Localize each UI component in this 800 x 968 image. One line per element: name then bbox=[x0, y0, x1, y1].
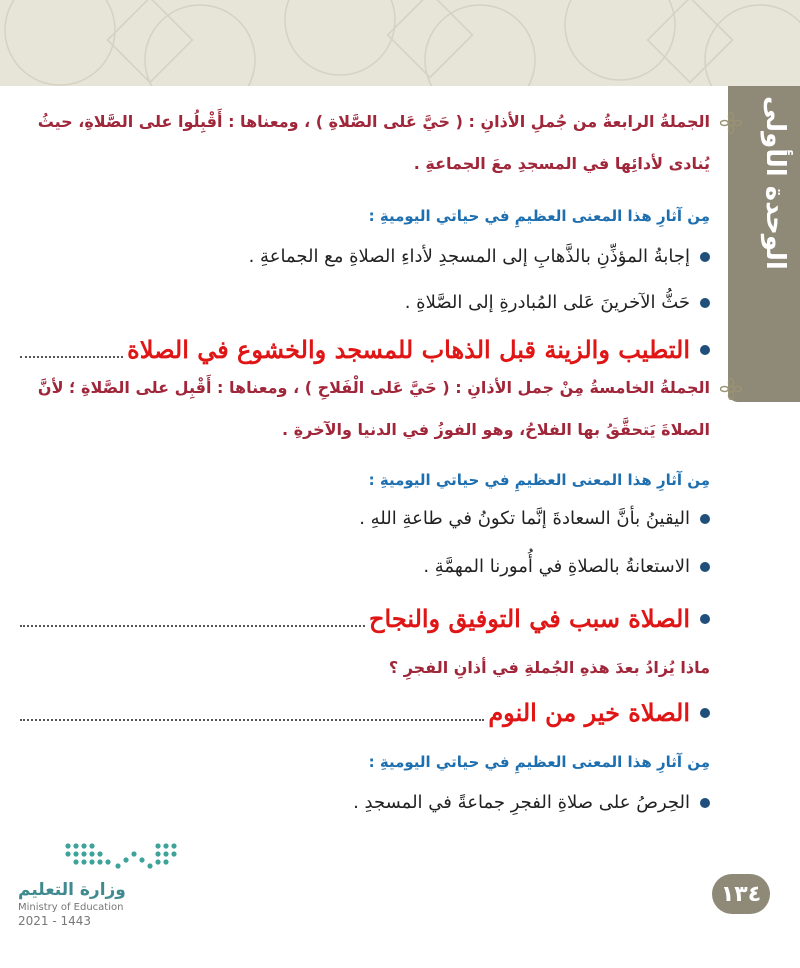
list-item bbox=[20, 552, 710, 582]
ministry-name-english: Ministry of Education bbox=[18, 902, 124, 913]
bullet-text: حَثُّ الآخرينَ عَلى المُبادرةِ إلى الصَّلاةِ . bbox=[404, 292, 690, 313]
dots-logo-icon bbox=[58, 838, 198, 874]
bullet-dot bbox=[700, 708, 710, 718]
page-number: ١٣٤ bbox=[712, 874, 770, 914]
handwritten-answer[interactable]: التطيب والزينة قبل الذهاب للمسجد والخشوع في الصلاة bbox=[127, 335, 690, 364]
bullet-dot bbox=[700, 514, 710, 524]
intro-line-2: يُنادى لأدائِها في المسجدِ معَ الجماعةِ . bbox=[413, 154, 710, 173]
effects-heading-styled: مِن آثارِ هذا المعنى العظيمِ في حياتي اليوميةِ : bbox=[368, 207, 710, 225]
bullet-dot bbox=[700, 345, 710, 355]
bullet-dot bbox=[700, 252, 710, 262]
flower-ornament-icon bbox=[720, 112, 742, 134]
answer-item bbox=[20, 698, 710, 728]
ministry-name-arabic: وزارة التعليم bbox=[18, 880, 126, 900]
flower-ornament-icon bbox=[720, 378, 742, 400]
dotted-answer-line bbox=[20, 719, 484, 721]
intro-line-1: الجملةُ الخامسةُ مِنْ جمل الأذانِ : ( حَيَّ عَلى الْفَلاحِ ) ، ومعناها : أَقْبِل على الصَّلاةِ ؛ لأنَّ bbox=[37, 378, 710, 397]
bullet-text: الاستعانةُ بالصلاةِ في أُمورنا المهمَّةِ . bbox=[423, 556, 690, 577]
list-item bbox=[20, 788, 710, 818]
geometric-pattern bbox=[0, 0, 800, 86]
effects-heading: مِن آثارِ هذا المعنى العظيمِ في حياتي اليوميةِ : bbox=[368, 471, 710, 489]
bullet-text: اليقينُ بأنَّ السعادةَ إنَّما تكونُ في طاعةِ اللهِ . bbox=[359, 508, 690, 529]
unit-tab-label: الوحدة الأولى bbox=[760, 96, 790, 270]
intro-line-1: الجملةُ الرابعةُ من جُملِ الأذانِ : ( حَيَّ عَلى الصَّلاةِ ) ، ومعناها : أَقْبِلُوا على الصَّلاةِ، حيثُ bbox=[37, 112, 710, 131]
intro-line-2: الصلاةَ يَتحقَّقُ بها الفلاحُ، وهو الفوزُ في الدنيا والآخرةِ . bbox=[282, 420, 710, 439]
section-fourth-phrase bbox=[20, 104, 710, 182]
fajr-question: ماذا يُزادُ بعدَ هذهِ الجُملةِ في أذانِ الفجرِ ؟ bbox=[388, 658, 710, 677]
handwritten-answer[interactable]: الصلاة خير من النوم bbox=[488, 698, 690, 727]
bullet-text: إجابةُ المؤذِّنِ بالذَّهابِ إلى المسجدِ لأداءِ الصلاةِ مع الجماعةِ . bbox=[248, 246, 690, 267]
header-pattern-band bbox=[0, 0, 800, 86]
handwritten-answer[interactable]: الصلاة سبب في التوفيق والنجاح bbox=[369, 604, 690, 633]
bullet-text: الحِرصُ على صلاةِ الفجرِ جماعةً في المسجدِ . bbox=[353, 792, 690, 813]
bullet-dot bbox=[700, 562, 710, 572]
list-item bbox=[20, 288, 710, 318]
edition-year: 2021 - 1443 bbox=[18, 914, 92, 928]
bullet-dot bbox=[700, 298, 710, 308]
ministry-logo bbox=[18, 838, 198, 938]
answer-item bbox=[20, 604, 710, 634]
bullet-dot bbox=[700, 614, 710, 624]
dotted-answer-line bbox=[20, 356, 123, 358]
dotted-answer-line bbox=[20, 625, 365, 627]
list-item bbox=[20, 504, 710, 534]
section-fifth-phrase bbox=[20, 370, 710, 448]
bullet-dot bbox=[700, 798, 710, 808]
effects-heading: مِن آثارِ هذا المعنى العظيمِ في حياتي اليوميةِ : bbox=[368, 753, 710, 771]
answer-item bbox=[20, 335, 710, 365]
list-item bbox=[20, 242, 710, 272]
